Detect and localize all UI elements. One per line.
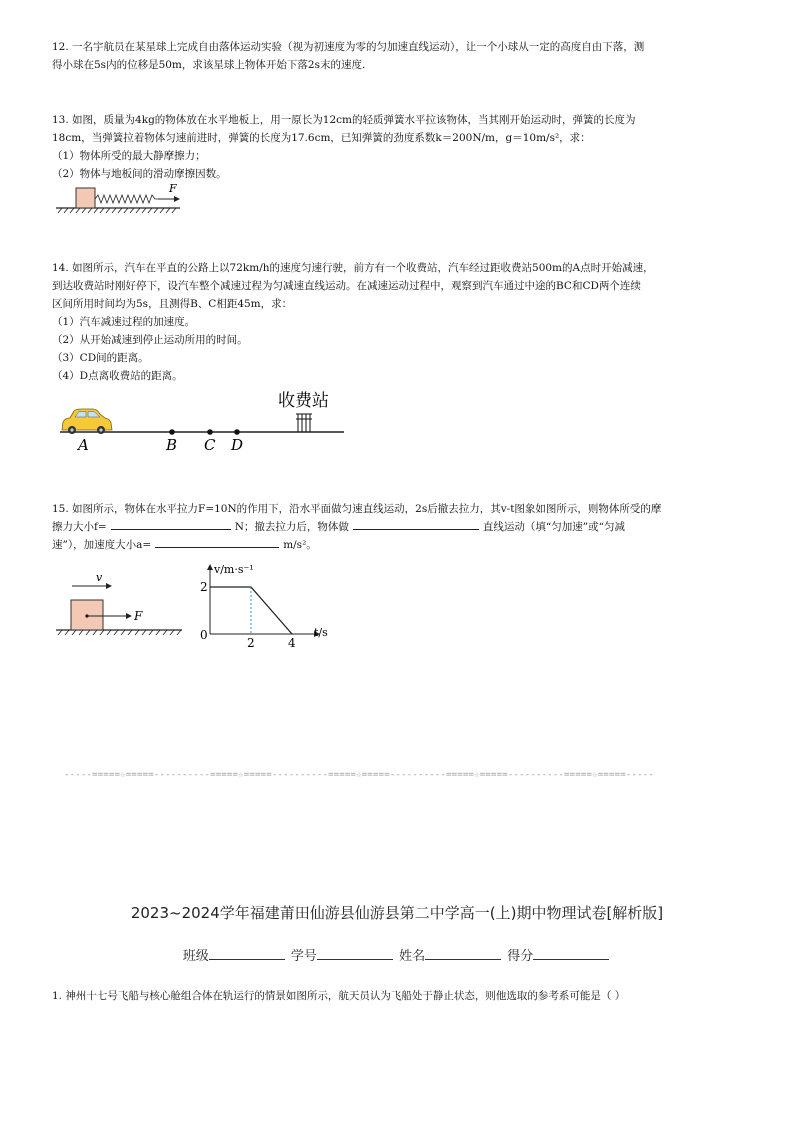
spring (95, 195, 158, 203)
q1-line1: 1. 神州十七号飞船与核心舱组合体在轨运行的情景如图所示，航天员认为飞船处于静止状态，则他选取的参考系可能是（ ） (52, 990, 626, 1002)
q13-line1: 13. 如图，质量为4kg的物体放在水平地板上，用一原长为12cm的轻质弹簧水平拉该物体，当其刚开始运动时，弹簧的长度为 (52, 114, 636, 126)
q13-sub2: （2）物体与地板间的滑动摩擦因数。 (52, 168, 227, 180)
q15-line2-a: 擦力大小f= (52, 521, 107, 533)
q14-sub2: （2）从开始减速到停止运动所用的时间。 (52, 334, 248, 346)
name-field[interactable] (425, 945, 501, 960)
q14-sub4: （4）D点离收费站的距离。 (52, 370, 183, 382)
class-label: 班级 (182, 949, 209, 964)
block-force-figure (52, 568, 188, 638)
toll-gate-icon (296, 414, 312, 432)
q15-line2 (52, 518, 742, 536)
point-d-dot (234, 429, 240, 435)
ground-hatch (58, 630, 181, 635)
velocity-arrow-icon (106, 583, 112, 589)
point-c-label: C (204, 436, 216, 454)
point-c-dot (207, 429, 213, 435)
question-15 (52, 500, 742, 554)
section-divider: -----=====☆=====----------=====☆=====----------=====☆=====----------=====☆=====----------=====☆=====----- (64, 770, 654, 780)
point-b-dot (169, 429, 175, 435)
t-tick-4: 4 (288, 636, 296, 650)
force-label: F (134, 609, 143, 623)
station-label: 收费站 (278, 391, 329, 411)
number-label: 学号 (290, 949, 317, 964)
q13-sub1: （1）物体所受的最大静摩擦力； (52, 150, 206, 162)
q15-line2-b: N；撤去拉力后，物体做 (234, 521, 349, 533)
question-1 (52, 987, 742, 1005)
question-12 (52, 38, 742, 74)
score-field[interactable] (533, 945, 609, 960)
vt-line (210, 587, 292, 634)
question-14 (52, 259, 742, 385)
q15-line3-b: m/s²。 (283, 539, 317, 551)
q14-sub1: （1）汽车减速过程的加速度。 (52, 316, 196, 328)
t-tick-2: 2 (247, 636, 255, 650)
motion-type-answer-blank[interactable] (353, 518, 479, 530)
class-field[interactable] (209, 945, 285, 960)
block (76, 188, 95, 208)
exam-title: 2023~2024学年福建莆田仙游县仙游县第二中学高一(上)期中物理试卷[解析版] (130, 904, 664, 922)
q14-sub3: （3）CD间的距离。 (52, 352, 149, 364)
v-tick-2: 2 (200, 580, 208, 594)
velocity-label: v (96, 571, 103, 584)
t-axis-label: t/s (314, 626, 328, 639)
question-13 (52, 111, 742, 183)
q13-line2: 18cm，当弹簧拉着物体匀速前进时，弹簧的长度为17.6cm，已知弹簧的劲度系数k＝200N/m，g＝10m/s²，求： (52, 132, 591, 144)
name-label: 姓名 (399, 949, 426, 964)
number-field[interactable] (317, 945, 393, 960)
force-label: F (169, 182, 177, 195)
q15-line3 (52, 536, 742, 554)
point-a-label: A (78, 436, 89, 454)
q14-line1: 14. 如图所示，汽车在平直的公路上以72km/h的速度匀速行驶，前方有一个收费站，汽车经过距收费站500m的A点时开始减速， (52, 262, 654, 274)
point-b-label: B (166, 436, 178, 454)
q14-line2: 到达收费站时刚好停下，设汽车整个减速过程为匀减速直线运动。在减速运动过程中，观察到汽车通过中途的BC和CD两个连续 (52, 280, 641, 292)
q12-line2: 得小球在5s内的位移是50m，求该星球上物体开始下落2s末的速度. (52, 59, 366, 71)
q12-line1: 12. 一名宇航员在某星球上完成自由落体运动实验（视为初速度为零的匀加速直线运动），让一个小球从一定的高度自由下落，测 (52, 41, 645, 53)
force-arrow-icon (174, 196, 180, 202)
force-arrow-icon (126, 613, 132, 619)
toll-station-figure (56, 384, 346, 456)
point-d-label: D (231, 436, 244, 454)
q15-line3-a: 速”），加速度大小a= (52, 539, 152, 551)
v-axis-label: v/m·s⁻¹ (214, 563, 254, 576)
q15-line2-c: 直线运动（填“匀加速”或“匀减 (482, 521, 625, 533)
car-icon (62, 409, 112, 434)
friction-answer-blank[interactable] (111, 518, 231, 530)
acceleration-answer-blank[interactable] (155, 536, 279, 548)
q15-line1: 15. 如图所示，物体在水平拉力F=10N的作用下，沿水平面做匀速直线运动，2s后撤去拉力，其v-t图象如图所示，则物体所受的摩 (52, 503, 662, 515)
spring-block-figure (52, 180, 192, 216)
origin-label: 0 (200, 628, 208, 642)
vt-graph (196, 560, 346, 650)
v-axis-arrow-icon (207, 564, 213, 570)
score-label: 得分 (507, 949, 534, 964)
q14-line3: 区间所用时间均为5s，且测得B、C相距45m，求： (52, 298, 293, 310)
student-info-line (0, 945, 794, 964)
ground-hatch (58, 208, 176, 213)
